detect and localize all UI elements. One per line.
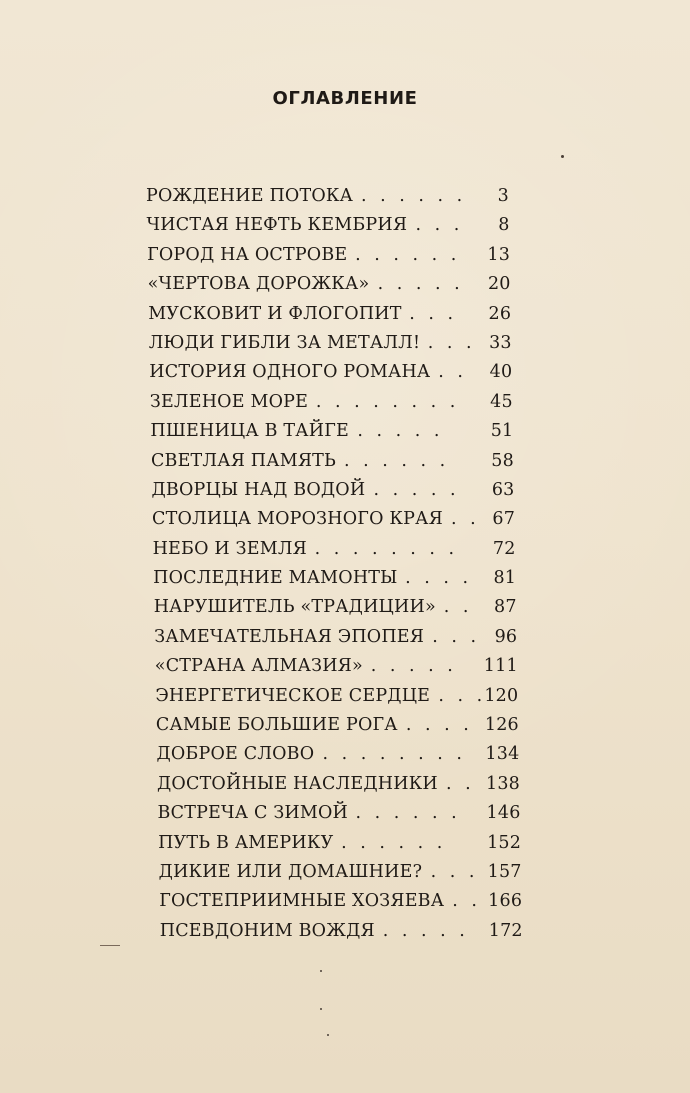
- entry-title: ЗАМЕЧАТЕЛЬНАЯ ЭПОПЕЯ: [154, 626, 425, 647]
- dot-leader: . . . .: [405, 715, 473, 736]
- entry-title: ГОСТЕПРИИМНЫЕ ХОЗЯЕВА: [159, 891, 445, 912]
- toc-entry: [0, 564, 690, 593]
- page-number: 157: [487, 861, 522, 882]
- dot-leader: . . . . .: [377, 274, 464, 295]
- dot-leader: . . . . . .: [361, 186, 467, 206]
- entry-title: «СТРАНА АЛМАЗИЯ»: [154, 656, 363, 677]
- page-number: 63: [491, 479, 515, 500]
- dot-leader: . .: [446, 773, 475, 794]
- toc-entry: [0, 358, 690, 387]
- dot-leader: . . . .: [405, 568, 473, 589]
- entry-title: ДИКИЕ ИЛИ ДОМАШНИЕ?: [158, 861, 423, 882]
- ink-speck: [327, 1034, 329, 1036]
- toc-entry: [0, 593, 690, 622]
- ink-speck: [320, 1008, 322, 1010]
- page-number: 120: [484, 685, 519, 706]
- entry-title: ГОРОД НА ОСТРОВЕ: [147, 244, 348, 265]
- toc-entry: [0, 476, 690, 505]
- page-number: 166: [488, 891, 523, 912]
- margin-mark: [100, 945, 120, 946]
- page-number: 126: [484, 715, 519, 736]
- dot-leader: . . . . .: [382, 920, 469, 941]
- toc-entry: [0, 799, 690, 828]
- dot-leader: . . . . .: [370, 656, 457, 677]
- dot-leader: . . . . .: [373, 479, 460, 500]
- entry-title: ДОСТОЙНЫЕ НАСЛЕДНИКИ: [157, 773, 438, 794]
- entry-title: ЭНЕРГЕТИЧЕСКОЕ СЕРДЦЕ: [155, 685, 431, 706]
- entry-title: СВЕТЛАЯ ПАМЯТЬ: [150, 450, 337, 471]
- page-number: 20: [487, 274, 511, 295]
- toc-entry: [0, 270, 690, 299]
- dot-leader: . . . . . .: [355, 803, 461, 824]
- dot-leader: . . .: [432, 626, 481, 647]
- entry-title: ПСЕВДОНИМ ВОЖДЯ: [159, 920, 375, 941]
- page-number: 152: [487, 832, 522, 853]
- toc-entry: [0, 711, 690, 740]
- toc-entry: [0, 770, 690, 799]
- toc-entry: [0, 858, 690, 887]
- page-number: 81: [493, 568, 517, 589]
- page-number: 33: [489, 332, 512, 353]
- page-number: 134: [485, 744, 520, 765]
- dot-leader: . . . . . .: [341, 832, 447, 853]
- toc-entry: [0, 652, 690, 681]
- page-title: ОГЛАВЛЕНИЕ: [272, 88, 418, 109]
- page-number: 26: [488, 303, 512, 324]
- page-number: 8: [498, 215, 510, 236]
- toc-entry: [0, 623, 690, 652]
- toc-entry: [0, 505, 690, 534]
- dot-leader: . .: [438, 362, 467, 383]
- dot-leader: . . .: [430, 861, 479, 882]
- entry-title: ВСТРЕЧА С ЗИМОЙ: [157, 803, 349, 824]
- entry-title: СТОЛИЦА МОРОЗНОГО КРАЯ: [152, 509, 443, 530]
- entry-title: ЗЕЛЕНОЕ МОРЕ: [149, 391, 309, 412]
- page-number: 58: [491, 450, 514, 471]
- entry-title: ЧИСТАЯ НЕФТЬ КЕМБРИЯ: [146, 215, 408, 236]
- page-number: 172: [488, 920, 523, 941]
- dot-leader: . . . . . . . .: [322, 744, 466, 765]
- dot-leader: . .: [451, 509, 480, 530]
- ink-speck: [320, 970, 322, 972]
- dot-leader: . .: [452, 891, 481, 912]
- entry-title: МУСКОВИТ И ФЛОГОПИТ: [148, 303, 402, 324]
- page-number: 138: [485, 773, 520, 794]
- toc-entry: [0, 388, 690, 417]
- toc-entry: [0, 682, 690, 711]
- entry-title: РОЖДЕНИЕ ПОТОКА: [146, 186, 354, 206]
- toc-entry: [0, 917, 690, 946]
- toc-entry: [0, 829, 690, 858]
- entry-title: «ЧЕРТОВА ДОРОЖКА»: [147, 274, 370, 295]
- toc-entry: [0, 447, 690, 476]
- entry-title: ПУТЬ В АМЕРИКУ: [158, 832, 334, 853]
- entry-title: ИСТОРИЯ ОДНОГО РОМАНА: [149, 362, 431, 383]
- ink-speck: [561, 155, 564, 158]
- dot-leader: . . .: [427, 332, 476, 353]
- entry-title: НЕБО И ЗЕМЛЯ: [152, 538, 307, 559]
- page-number: 51: [490, 421, 514, 442]
- page-number: 96: [494, 626, 518, 647]
- dot-leader: . . .: [415, 215, 464, 236]
- page-number: 67: [492, 509, 516, 530]
- entry-title: НАРУШИТЕЛЬ «ТРАДИЦИИ»: [153, 597, 436, 618]
- entry-title: ДОБРОЕ СЛОВО: [156, 744, 315, 765]
- page-number: 111: [483, 656, 518, 677]
- dot-leader: . .: [443, 597, 473, 618]
- entry-title: ПШЕНИЦА В ТАЙГЕ: [150, 421, 349, 442]
- toc-entry: [0, 211, 690, 240]
- dot-leader: . . . . . .: [343, 450, 450, 471]
- page-number: 72: [492, 538, 516, 559]
- dot-leader: . . . . . . . .: [314, 538, 459, 559]
- page-number: 3: [497, 186, 509, 206]
- toc-entry: [0, 417, 690, 446]
- page-number: 146: [486, 803, 521, 824]
- dot-leader: . . . . . . . .: [315, 391, 460, 412]
- dot-leader: . . . . . .: [355, 244, 461, 265]
- toc-entry: [0, 329, 690, 358]
- dot-leader: . . .: [409, 303, 458, 324]
- page-number: 40: [489, 362, 513, 383]
- entry-title: ПОСЛЕДНИЕ МАМОНТЫ: [153, 568, 398, 589]
- toc-entry: [0, 740, 690, 769]
- page-number: 87: [494, 597, 517, 618]
- entry-title: ДВОРЦЫ НАД ВОДОЙ: [151, 479, 366, 500]
- page-number: 13: [487, 244, 511, 265]
- toc-entry: [0, 300, 690, 329]
- entry-title: САМЫЕ БОЛЬШИЕ РОГА: [155, 715, 398, 736]
- toc-entry: [0, 887, 690, 916]
- entry-title: ЛЮДИ ГИБЛИ ЗА МЕТАЛЛ!: [148, 332, 421, 353]
- dot-leader: . . .: [438, 685, 487, 706]
- toc-entry: [0, 241, 690, 270]
- page-number: 45: [490, 391, 513, 412]
- toc-entry: [0, 182, 690, 211]
- dot-leader: . . . . .: [357, 421, 444, 442]
- toc-entry: [0, 535, 690, 564]
- table-of-contents: [0, 182, 690, 946]
